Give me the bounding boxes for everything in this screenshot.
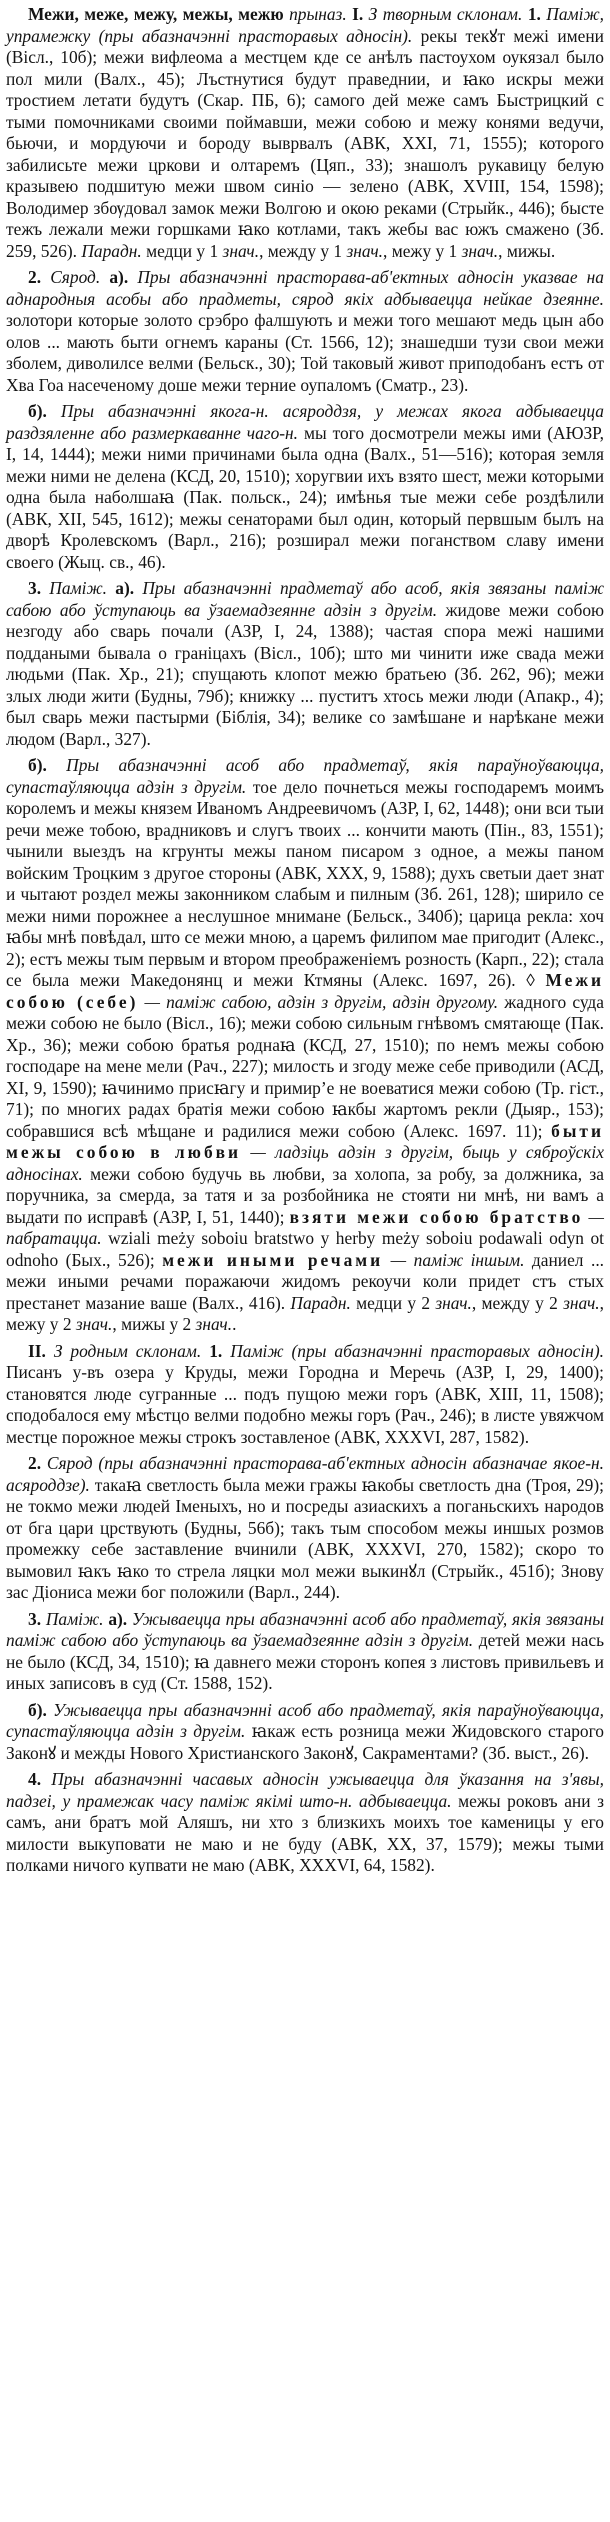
text-segment: Ужываецца пры абазначэнні асоб або прадметаў, якія параўноўваюцца, супастаўляюцца адзін з другім.	[6, 1699, 604, 1741]
text-segment: 4.	[28, 1769, 42, 1789]
entry-paragraph-p1	[6, 4, 604, 262]
text-segment: межи собою будучь вь любви, за холопа, за робу, за должника, за поручника, за смерда, за татя и за розбойника не стояти ни мнѣ, ни вамъ а выдати по исправѣ (АЗР, I, 51, 1440);	[6, 1163, 604, 1227]
text-segment: межи иными речами	[162, 1249, 384, 1270]
text-segment: б).	[28, 1699, 47, 1720]
text-segment: знач.	[435, 1292, 472, 1313]
text-segment: жидове межи собою незгоду або сварь почали (АЗР, I, 24, 1388); частая спора межі нашими поддаными бывала о граніцахъ (Вісл., 10б); што ми чинити иже свада межи людьми (Пак. Хр., 21); спущають клопот межю братьею (Зб. 262, 96); межи злых люди жити (Будны, 79б); книжку ... пуститъ хтось межи люди (Апакр., 4); был сварь межи пастырми (Біблія, 34); велике со замѣшане и нарѣкане межи людом (Варл., 327).	[6, 599, 605, 749]
text-segment: , между у 1	[259, 240, 347, 261]
text-segment: а).	[108, 1608, 128, 1629]
text-segment: 2.	[28, 267, 42, 287]
text-segment: Пры абазначэнні прадметаў або асоб, якія звязаны паміж сабою або ўступаюць ва ўзаемадзеянне адзін з другім.	[6, 578, 604, 620]
text-segment: знач.	[563, 1292, 600, 1313]
text-segment: взяти межи собою братство	[289, 1206, 584, 1227]
text-segment: даниел ... межи иными речами поражаючи жидомъ рекоучи коли придет стъ стых престанет мазание ваше (Валх., 416).	[6, 1249, 605, 1313]
text-segment: б).	[28, 401, 47, 421]
text-segment: , межу у 2	[6, 1292, 604, 1334]
text-segment: , мижы.	[498, 240, 556, 261]
text-segment: Пры абазначэнні асоб або прадметаў, якія параўноўваюцца, супастаўляюцца адзін з другім.	[6, 755, 604, 797]
text-segment: тое дело почнеться межы господаремъ моимъ королемъ и межы князем Иваномъ Андреевичомъ (АЗР, I, 62, 1448); они вси тыи речи меже тобою, врадниковъ и слугъ твоих ... кончити мають (Пін., 83, 1551); чынили выездъ на кгрунты межы паном писаром з одное, а межы паном войским Троцким з другое стороны (АВК, XXX, 9, 1588); духъ светыи дает знат и чытают роздел межы законником слабым и пилным (Зб. 261, 128); ширило се межи ними порожнее а неслушное мнимане (Бельск., 340б); царица рекла: хоч ꙗбы мнѣ повѣдал, што се межи мною, а царемъ филипом мае пригодит (Алекс., 2); естъ межы тым первым и втором преображенiемъ розность (Карп., 22); стала се была межи Македонянц и межи Ктмяны (Алекс. 1697, 26). ◊	[6, 776, 605, 990]
entry-paragraph-p5	[6, 755, 604, 1336]
text-segment: Сярод (пры абазначэнні прасторава-аб'ектных адносін абазначае якое-н. асяроддзе).	[6, 1453, 604, 1495]
text-segment: б).	[28, 755, 47, 775]
text-segment: II.	[28, 1340, 46, 1361]
text-segment: Паміж, упрамежку (пры абазначэнні прасторавых адносін).	[6, 4, 604, 46]
text-segment: Паміж.	[41, 578, 116, 598]
text-segment: — пабратацца.	[6, 1206, 604, 1248]
text-segment: золотори которые золото срэбро фалшують и межи того мешают медь цын або олов ... мають быти огнемъ караны (Ст. 1566, 12); знашедши тузи свои межи зболем, диволилсе велми (Бельск., 30); Той таковый живот приподобанъ естъ от Хва Гоа насеченому доше межи терние оупаломъ (Сматр., 23).	[6, 310, 604, 395]
text-segment: Сярод.	[41, 267, 110, 287]
text-segment: медци у 2	[350, 1292, 436, 1313]
entry-paragraph-p6	[6, 1341, 604, 1449]
text-segment: .	[232, 1314, 237, 1334]
text-segment: ꙗкаж есть розница межи Жидовского старого Законꙋ и межды Нового Христианского Законꙋ, Сакраментами? (Зб. выст., 26).	[6, 1721, 604, 1763]
text-segment: а).	[109, 267, 129, 287]
text-segment: 2.	[28, 1453, 42, 1473]
text-segment: Пры абазначэнні прасторава-аб'ектных адносін указвае на аднародныя асобы або прадметы, сярод якіх адбываецца нейкае дзеянне.	[6, 267, 605, 309]
entry-paragraph-p4	[6, 578, 604, 750]
entry-paragraph-p7	[6, 1453, 604, 1604]
text-segment: знач.	[75, 1314, 113, 1334]
text-segment: прыназ.	[283, 4, 353, 24]
text-segment: Паміж.	[41, 1608, 109, 1629]
text-segment: 1.	[527, 4, 541, 24]
text-segment: З творным склонам.	[363, 4, 528, 24]
text-segment: , между у 2	[471, 1292, 564, 1313]
text-segment: — паміж сабою, адзін з другім, адзін другому.	[138, 991, 505, 1012]
text-segment: знач.	[461, 240, 499, 261]
entry-paragraph-p9	[6, 1700, 604, 1765]
text-segment: Межи, меже, межу, межы, межю	[28, 4, 284, 24]
text-segment: 3.	[28, 1608, 42, 1629]
entry-paragraph-p8	[6, 1609, 604, 1695]
text-segment: а).	[115, 578, 135, 598]
text-segment: — паміж іншым.	[383, 1249, 532, 1270]
entry-paragraph-p2	[6, 267, 604, 396]
text-segment: wziali meży soboiu bratstwo y herby meży soboiu podawali odyn ot odnoho (Бых., 526);	[6, 1228, 604, 1270]
text-segment: знач.	[222, 240, 260, 261]
text-segment: детей межи нась не было (КСД, 34, 1510); ꙗ давнего межи сторонъ копея з листовъ привильевъ и иных записовъ в суд (Ст. 1588, 152).	[6, 1630, 605, 1693]
entry-paragraph-p10	[6, 1769, 604, 1877]
text-segment: І.	[352, 4, 364, 24]
text-segment: быти межы собою в любви	[6, 1120, 604, 1162]
text-segment: Ужываецца пры абазначэнні асоб або прадметаў, якія звязаны паміж сабою або ўступаюць ва ўзаемадзеянне адзін з другім.	[6, 1608, 604, 1650]
text-segment: 3.	[28, 578, 42, 598]
text-segment: межы роковъ ани з самъ, ани братъ мой Аляшъ, ни хто з близкихъ моихъ тое каменицы у его милости выкуповати не маю и не буду (АВК, XX, 37, 1579); межы тыми полками ничого купвати не маю (АВК, XXXVI, 64, 1582).	[6, 1790, 605, 1875]
text-segment: мы того досмотрели межы ими (АЮЗР, I, 14, 1444); межи ними причинами была одна (Валх., 51—516); которая земля межи ними не делена (КСД, 20, 1510); хоругвии ихъ взято шест, межи которыми одна была наболшаꙗ (Пак. польск., 24); имѣнья тые межи себе роздѣлили (АВК, XII, 545, 1612); межы сенаторами был один, который первшым былъ на дворѣ Кролевскомъ (Варл., 216); розширал межи поганством славу имени своего (Жыц. св., 46).	[6, 422, 605, 572]
text-segment: , мижы у 2	[112, 1314, 196, 1334]
text-segment: Пры абазначэнні часавых адносін ужываецца для ўказання на з'явы, падзеі, у прамежак часу паміж якімі што-н. адбываецца.	[6, 1769, 604, 1811]
text-segment: , межу у 1	[383, 240, 462, 261]
text-segment: медци у 1	[141, 240, 223, 261]
entry-paragraph-p3	[6, 401, 604, 573]
text-segment: — ладзіць адзін з другім, быць у сяброўскіх адносінах.	[6, 1142, 604, 1184]
text-segment: Паміж (пры абазначэнні прасторавых адносін).	[222, 1340, 604, 1361]
text-segment: 1.	[209, 1340, 223, 1361]
text-segment: Писанъ у-въ озера у Круды, межи Городна и Меречь (АЗР, I, 29, 1400); становятся люде сугранные ... подъ пущою межи горъ (АВК, XIII, 11, 1508); сподобалося ему мѣстцо велми подобно межы горъ (Рач., 246); в листе увяжчом местце порожное межы строкъ зоставленое (АВК, XXXVI, 287, 1582).	[6, 1362, 604, 1447]
text-segment: Межи собою (себе)	[6, 970, 604, 1012]
text-segment: Парадн.	[290, 1292, 351, 1313]
text-segment: знач.	[346, 240, 384, 261]
text-segment: Парадн.	[81, 240, 142, 261]
text-segment: жадного суда межи собою не было (Вісл., 16); межи собою сильным гнѣвомъ смятающе (Пак. Хр., 36); межи собою братья роднаꙗ (КСД, 27, 1510); по немъ межы собою господаре на мене мели (Рач., 227); милость и згоду меже себе приводили (АСД, XI, 9, 1590); ꙗчинимо присꙗгу и примирʼе не воеватися межи собою (Тр. гіст., 71); по многих радах братія межи собою ꙗкбы жартомъ рекли (Дыяр., 153); собравшися всѣ мѣщане и радилися межи собою (Алекс. 1697. 11);	[6, 991, 604, 1141]
text-segment: З родным склонам.	[45, 1340, 210, 1361]
text-segment: Пры абазначэнні якога-н. асяроддзя, у межах якога адбываецца раздзяленне або размеркаванне чаго-н.	[6, 401, 604, 443]
text-segment: рекы текꙋт межі имени (Вісл., 10б); межи вифлеома а местцем кде се анѣлъ пастоухом оукязал было пол мили (Валх., 45); Лъстнутися будут праведнии, и ꙗко искры межи тростием летати будутъ (Скар. ПБ, 6); самого дей меже самъ Быстрицкий с тыми помочниками своими поймавши, межи собою и межу конями ведучи, бьючи, и мордуючи и бороду выврвалъ (АВК, XXI, 71, 1555); которого забилисьте межи цркови и олтаремъ (Цяп., 33); знашолъ рукавицу белую кразывею подшитую межи швом синiо — зелено (АВК, XVIII, 154, 1598); Володимер збѹдовал замок межи Волгою и окою реками (Стрыйк., 446); бысте тежъ лежали межи горшками ꙗко котлами, такъ жебы вас южъ смажено (Зб. 259, 526).	[6, 25, 604, 261]
text-segment: такаꙗ светлость была межи гражы ꙗкобы светлость дна (Троя, 29); не токмо межи людей Іменыхъ, но и посреды азиаскихъ а поганьскихъ народов от бга цари црствують (Будны, 56б); такъ тым способом межы иншых розмов промежку себе заставление вчинили (АВК, XXXVI, 270, 1582); скоро то вымовил ꙗкъ ꙗко то стрела ляцки мол межи выкинꙋл (Стрыйк., 451б); Знову зас Діониса межи бог положили (Варл., 244).	[6, 1474, 604, 1602]
text-segment: знач.	[195, 1314, 233, 1334]
